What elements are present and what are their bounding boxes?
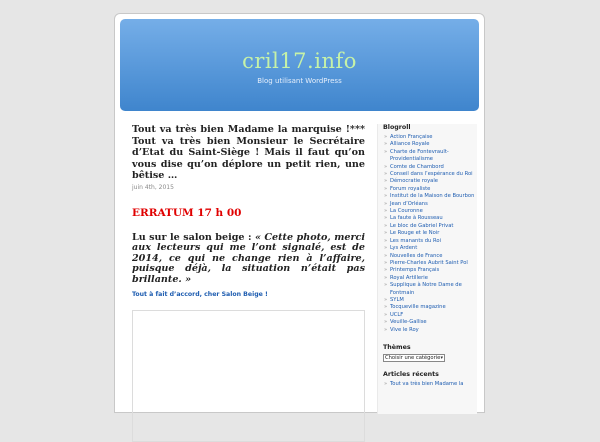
blogroll-link-label: Printemps Français xyxy=(390,267,440,274)
bullet-icon: » xyxy=(384,200,388,207)
blogroll-link[interactable] xyxy=(383,164,477,171)
blogroll-link-label: Jean d’Orléans xyxy=(390,200,428,207)
bullet-icon: » xyxy=(384,304,388,311)
site-title-link[interactable]: cril17.info xyxy=(242,49,357,73)
sidebar xyxy=(377,124,477,414)
bullet-icon: » xyxy=(384,171,388,178)
salon-beige-paragraph xyxy=(132,233,365,286)
blogroll-link[interactable] xyxy=(383,215,477,222)
blogroll-link[interactable] xyxy=(383,260,477,267)
bullet-icon: » xyxy=(384,380,388,387)
blogroll-link-label: La faute à Rousseau xyxy=(390,215,443,222)
bullet-icon: » xyxy=(384,230,388,237)
site-description: Blog utilisant WordPress xyxy=(257,77,342,85)
blogroll-link[interactable] xyxy=(383,253,477,260)
blogroll-link[interactable] xyxy=(383,223,477,230)
blogroll-link[interactable] xyxy=(383,141,477,148)
blogroll-link-label: Forum royaliste xyxy=(390,185,431,192)
category-select-value: Choisir une catégorie xyxy=(385,354,441,361)
blogroll-link-label: Tocqueville magazine xyxy=(390,304,446,311)
blogroll-link[interactable] xyxy=(383,230,477,237)
bullet-icon: » xyxy=(384,245,388,252)
recent-posts-heading: Articles récents xyxy=(383,370,439,378)
blogroll-link-label: Nouvelles de France xyxy=(390,252,443,259)
bullet-icon: » xyxy=(384,311,388,318)
blogroll-list xyxy=(383,134,477,334)
blogroll-link[interactable] xyxy=(383,304,477,311)
site-header xyxy=(120,19,479,111)
bullet-icon: » xyxy=(384,193,388,200)
blogroll-link[interactable] xyxy=(383,245,477,252)
bullet-icon: » xyxy=(384,282,388,289)
bullet-icon: » xyxy=(384,319,388,326)
embedded-media-frame xyxy=(132,310,365,442)
bullet-icon: » xyxy=(384,296,388,303)
recent-post-link[interactable] xyxy=(383,381,477,388)
blogroll-link-label: Les manants du Roi xyxy=(390,237,441,244)
bullet-icon: » xyxy=(384,178,388,185)
bullet-icon: » xyxy=(384,141,388,148)
bullet-icon: » xyxy=(384,148,388,155)
bullet-icon: » xyxy=(384,326,388,333)
blogroll-link[interactable] xyxy=(383,193,477,200)
blogroll-link-label: Conseil dans l’espérance du Roi xyxy=(390,171,473,178)
main-content xyxy=(132,124,365,442)
blogroll-link-label: La Couronne xyxy=(390,208,423,215)
blogroll-link[interactable] xyxy=(383,238,477,245)
blogroll-link-label: Démocratie royale xyxy=(390,178,438,185)
blogroll-link-label: UCLF xyxy=(390,311,404,318)
blogroll-link-label: Supplique à Notre Dame de Fontmain xyxy=(390,282,462,296)
blogroll-link-label: Pierre-Charles Aubrit Saint Pol xyxy=(390,259,468,266)
blogroll-link-label: Action Française xyxy=(390,134,433,140)
bullet-icon: » xyxy=(384,274,388,281)
blogroll-link-label: Royal Artillerie xyxy=(390,274,428,281)
bullet-icon: » xyxy=(384,215,388,222)
blogroll-link-label: Veuille-Gallise xyxy=(390,319,427,326)
blogroll-link[interactable] xyxy=(383,275,477,282)
recent-post-link-label: Tout va très bien Madame la xyxy=(390,380,464,387)
blogroll-link-label: Institut de la Maison de Bourbon xyxy=(390,193,475,200)
blogroll-link[interactable] xyxy=(383,327,477,334)
blogroll-link[interactable] xyxy=(383,319,477,326)
bullet-icon: » xyxy=(384,134,388,140)
blogroll-link-label: Le Rouge et le Noir xyxy=(390,230,440,237)
themes-heading: Thèmes xyxy=(383,343,411,351)
bullet-icon: » xyxy=(384,259,388,266)
blogroll-link-label: Alliance Royale xyxy=(390,141,430,148)
blogroll-link[interactable] xyxy=(383,282,477,297)
bullet-icon: » xyxy=(384,208,388,215)
bullet-icon: » xyxy=(384,222,388,229)
chevron-down-icon: ▾ xyxy=(440,354,443,361)
blogroll-link[interactable] xyxy=(383,201,477,208)
salon-intro-text: Lu sur le salon beige : xyxy=(132,231,255,243)
post-title[interactable]: Tout va très bien Madame la marquise !*** Tout va très bien Monsieur le Secrétaire d’Etat du Saint-Siège ! Mais il faut qu’on vous dise qu’on déplore un petit rien, une bêtise … xyxy=(132,124,365,182)
salon-quote-text: « Cette photo, merci aux lecteurs qui me l’ont signalé, est de 2014, ce qui ne change rien à l’affaire, puisque déjà, la situation n’était pas brillante. » xyxy=(132,231,365,285)
blogroll-link[interactable] xyxy=(383,267,477,274)
bullet-icon: » xyxy=(384,267,388,274)
blogroll-link[interactable] xyxy=(383,297,477,304)
recent-posts-list xyxy=(383,381,477,388)
bullet-icon: » xyxy=(384,252,388,259)
blogroll-link-label: Le bloc de Gabriel Privat xyxy=(390,222,454,229)
blogroll-link-label: Charte de Fontevrault-Providentialisme xyxy=(390,148,449,163)
category-select[interactable] xyxy=(383,354,445,362)
reply-text: Tout à fait d’accord, cher Salon Beige ! xyxy=(132,291,268,299)
blogroll-link[interactable] xyxy=(383,186,477,193)
blogroll-link-label: Lys Ardent xyxy=(390,245,418,252)
blogroll-link[interactable] xyxy=(383,149,477,164)
blogroll-link-label: Comte de Chambord xyxy=(390,163,444,170)
blogroll-link[interactable] xyxy=(383,312,477,319)
blogroll-link-label: SYLM xyxy=(390,296,404,303)
page-container xyxy=(114,13,485,413)
blogroll-heading: Blogroll xyxy=(383,124,411,131)
blogroll-link-label: Vive le Roy xyxy=(390,326,419,333)
blogroll-link[interactable] xyxy=(383,178,477,185)
blogroll-link[interactable] xyxy=(383,134,477,141)
post-date: juin 4th, 2015 xyxy=(132,183,174,191)
bullet-icon: » xyxy=(384,237,388,244)
bullet-icon: » xyxy=(384,163,388,170)
erratum-heading: ERRATUM 17 h 00 xyxy=(132,206,242,219)
bullet-icon: » xyxy=(384,185,388,192)
